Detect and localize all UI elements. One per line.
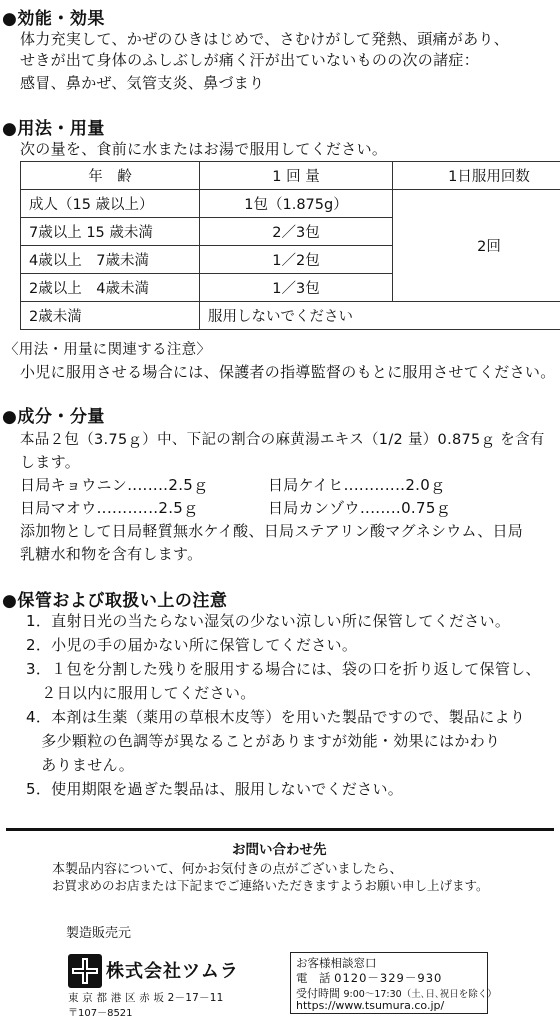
phone-label: 電 話 [296, 971, 331, 985]
efficacy-line: せきが出て身体のふしぶしが痛く汗が出ていないものの次の諸症： [20, 49, 479, 70]
usage-note-heading: 〈用法・用量に関連する注意〉 [4, 338, 211, 359]
ingredient-amount: 2.5ｇ [168, 476, 208, 494]
section-divider [6, 828, 554, 831]
ingredient-leader: ‥‥‥‥ [360, 499, 401, 517]
ingredient-item [20, 497, 198, 518]
storage-line: 4．本剤は生薬（薬用の草根木皮等）を用いた製品ですので、製品により [26, 706, 525, 727]
storage-line: 2．小児の手の届かない所に保管してください。 [26, 634, 357, 655]
ingredients-intro: 本品２包（3.75ｇ）中、下記の割合の麻黄湯エキス（1/2 量）0.875ｇ を含有 [20, 428, 545, 449]
inquiry-line: お買求めのお店または下記までご連絡いただきますようお願い申し上げます。 [52, 876, 489, 894]
inquiry-title: お問い合わせ先 [232, 838, 327, 858]
table-header-times: 1日服用回数 [393, 162, 560, 190]
hours-label: 受付時間 [296, 987, 340, 1000]
table-header-age: 年 齢 [21, 162, 200, 190]
hours-value: 9:00～17:30（土､日､祝日を除く） [344, 989, 497, 1000]
table-cell-times: 2回 [393, 190, 560, 302]
company-postal: 〒107－8521 [68, 1004, 133, 1019]
company-address: 東 京 都 港 区 赤 坂 2－17－11 [68, 990, 223, 1005]
usage-intro: 次の量を、食前に水またはお湯で服用してください。 [20, 138, 387, 159]
ingredient-amount: 2.0ｇ [405, 476, 445, 494]
storage-line: 多少顆粒の色調等が異なることがありますが効能・効果にはかわり [26, 730, 500, 751]
ingredient-leader: ‥‥‥‥‥‥ [343, 476, 405, 494]
phone-number[interactable]: 0120－329－930 [334, 971, 442, 985]
table-cell-dose: 2／3包 [200, 218, 393, 246]
ingredient-leader: ‥‥‥‥‥‥ [97, 499, 159, 517]
ingredients-heading: ●成分・分量 [2, 402, 105, 427]
ingredient-amount: 2.5ｇ [158, 499, 198, 517]
table-cell-age: 7歳以上 15 歳未満 [21, 218, 200, 246]
table-cell-age: 4歳以上 7歳未満 [21, 246, 200, 274]
table-header-row [21, 162, 560, 190]
ingredient-item [20, 474, 208, 495]
storage-line: 1．直射日光の当たらない湿気の少ない涼しい所に保管してください。 [26, 610, 510, 631]
table-cell-dose: 1包（1.875g） [200, 190, 393, 218]
storage-heading: ●保管および取扱い上の注意 [2, 586, 227, 611]
dosage-table [20, 161, 560, 330]
ingredient-name: 日局マオウ [20, 499, 97, 517]
efficacy-line: 感冒、鼻かぜ、気管支炎、鼻づまり [20, 72, 264, 93]
usage-note: 小児に服用させる場合には、保護者の指導監督のもとに服用させてください。 [20, 361, 556, 382]
storage-line: ２日以内に服用してください。 [26, 682, 256, 703]
manufacturer-label: 製造販売元 [66, 922, 131, 941]
ingredient-name: 日局ケイヒ [268, 476, 343, 494]
storage-line: 5．使用期限を過ぎた製品は、服用しないでください。 [26, 778, 403, 799]
storage-line: 3．１包を分割した残りを服用する場合には、袋の口を折り返して保管し、 [26, 658, 541, 679]
contact-title: お客様相談窓口 [296, 955, 377, 971]
ingredient-item [268, 474, 445, 495]
table-row [21, 302, 560, 330]
ingredient-name: 日局カンゾウ [268, 499, 360, 517]
contact-phone-row [296, 970, 442, 986]
table-cell-dose: 1／2包 [200, 246, 393, 274]
table-cell-age: 2歳未満 [21, 302, 200, 330]
efficacy-line: 体力充実して、かぜのひきはじめで、さむけがして発熱、頭痛があり、 [20, 28, 509, 49]
ingredients-additives: 添加物として日局軽質無水ケイ酸、日局ステアリン酸マグネシウム、日局 [20, 520, 523, 541]
storage-line: ありません。 [26, 754, 134, 775]
ingredient-amount: 0.75ｇ [401, 499, 451, 517]
table-cell-age: 成人（15 歳以上） [21, 190, 200, 218]
table-row [21, 190, 560, 218]
inquiry-line: 本製品内容について、何かお気付きの点がございましたら、 [52, 858, 402, 877]
tsumura-logo-icon [68, 954, 102, 988]
ingredients-intro: します。 [20, 451, 80, 472]
usage-heading: ●用法・用量 [2, 114, 105, 139]
table-cell-dose: 服用しないでください [200, 302, 560, 330]
ingredients-additives: 乳糖水和物を含有します。 [20, 543, 202, 564]
contact-url[interactable]: https://www.tsumura.co.jp/ [296, 999, 444, 1012]
table-cell-dose: 1／3包 [200, 274, 393, 302]
table-cell-age: 2歳以上 4歳未満 [21, 274, 200, 302]
efficacy-heading: ●効能・効果 [2, 4, 105, 29]
company-name: 株式会社ツムラ [106, 957, 239, 983]
ingredient-name: 日局キョウニン [20, 476, 127, 494]
ingredient-item [268, 497, 451, 518]
ingredient-leader: ‥‥‥‥ [127, 476, 168, 494]
table-header-dose: 1 回 量 [200, 162, 393, 190]
